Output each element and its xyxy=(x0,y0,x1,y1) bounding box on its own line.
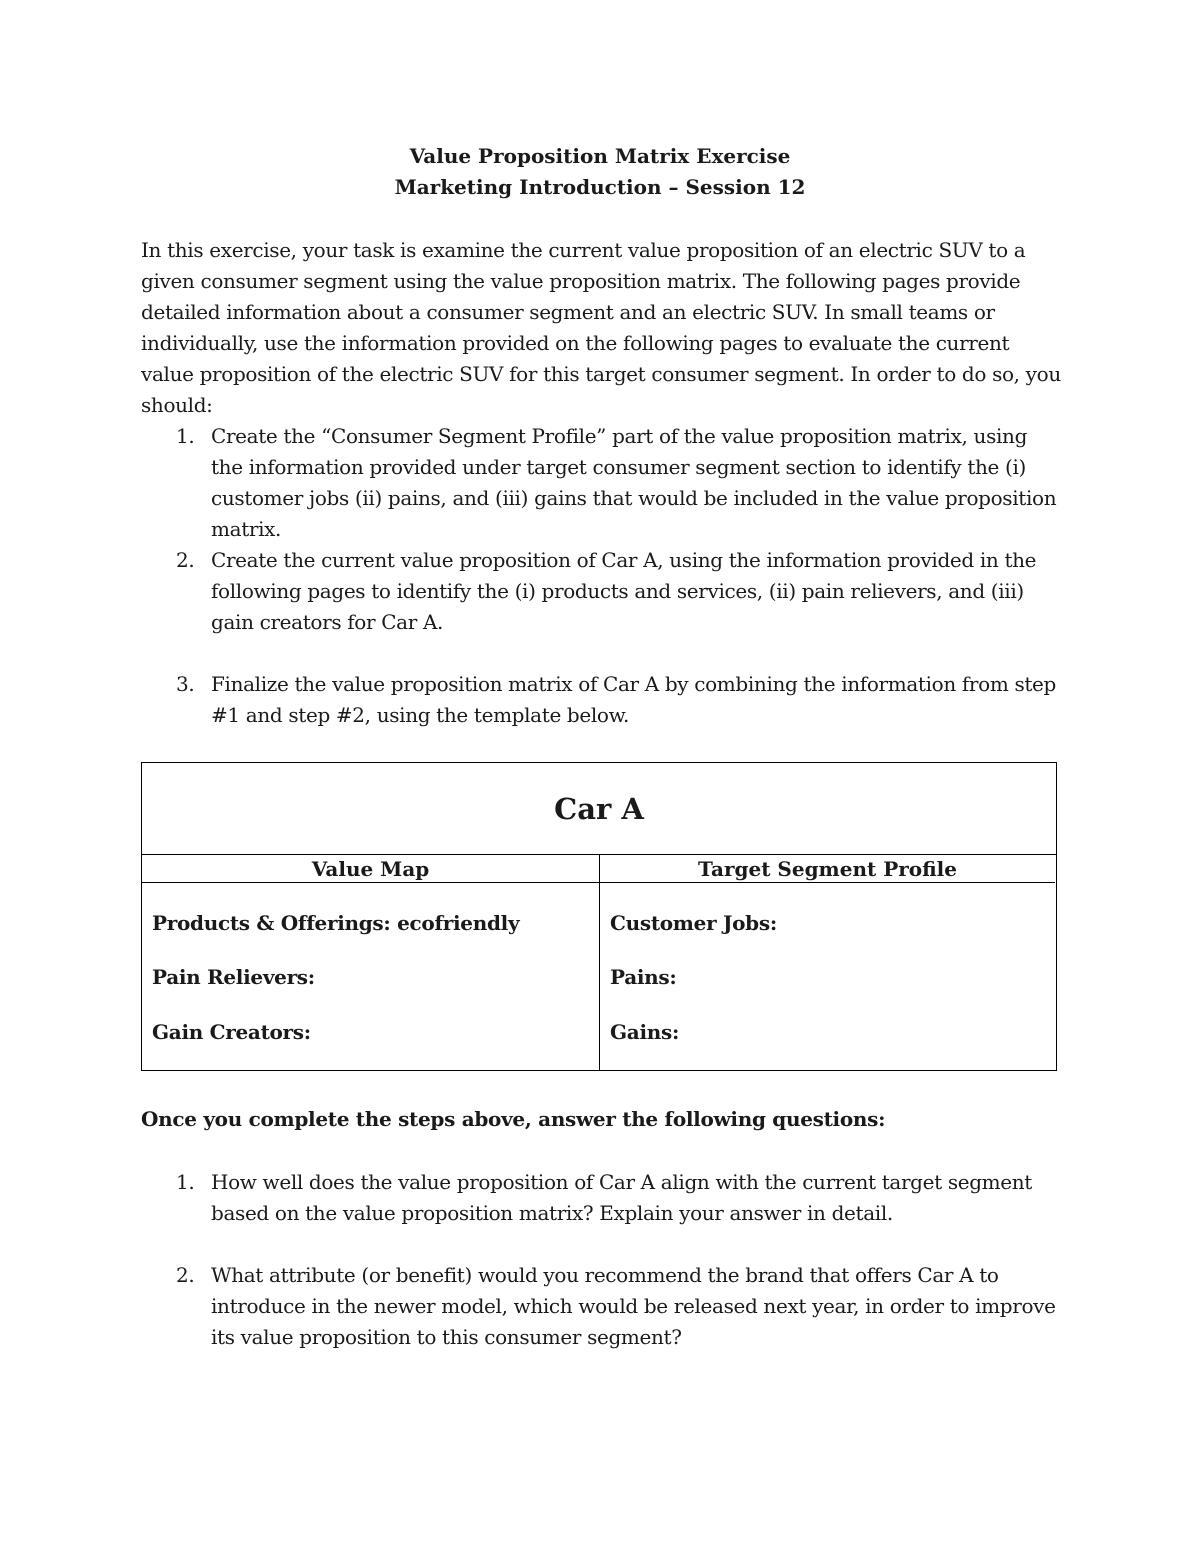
question-text: How well does the value proposition of Car A align with the current target segment based on the value proposition matrix? Explain your answer in detail. xyxy=(211,1170,1032,1225)
step-number: 3. xyxy=(176,672,195,696)
document-subtitle: Marketing Introduction – Session 12 xyxy=(394,175,806,199)
target-segment-profile-column xyxy=(600,883,1055,1070)
step-text: Create the “Consumer Segment Profile” part of the value proposition matrix, using the information provided under target consumer segment section to identify the (i) customer jobs (ii) pains, and (iii) gains that would be included in the value proposition matrix. xyxy=(211,424,1057,541)
value-proposition-matrix xyxy=(141,762,1057,1071)
target-segment-profile-header: Target Segment Profile xyxy=(600,855,1055,883)
step-number: 1. xyxy=(176,424,195,448)
products-offerings-label: Products & Offerings: ecofriendly xyxy=(152,911,520,935)
question-number: 1. xyxy=(176,1170,195,1194)
pain-relievers-label: Pain Relievers: xyxy=(152,965,315,989)
value-map-header: Value Map xyxy=(142,855,600,883)
step-number: 2. xyxy=(176,548,195,572)
gains-label: Gains: xyxy=(610,1020,680,1044)
question-number: 2. xyxy=(176,1263,195,1287)
value-map-column xyxy=(142,883,600,1070)
pains-label: Pains: xyxy=(610,965,677,989)
document-title: Value Proposition Matrix Exercise xyxy=(409,144,791,168)
questions-heading: Once you complete the steps above, answer the following questions: xyxy=(141,1107,886,1131)
step-text: Create the current value proposition of Car A, using the information provided in the following pages to identify the (i) products and services, (ii) pain relievers, and (iii) gain creators for Car A. xyxy=(211,548,1037,634)
customer-jobs-label: Customer Jobs: xyxy=(610,911,777,935)
step-text: Finalize the value proposition matrix of Car A by combining the information from step #1 and step #2, using the template below. xyxy=(211,672,1056,727)
question-text: What attribute (or benefit) would you recommend the brand that offers Car A to introduce in the newer model, which would be released next year, in order to improve its value proposition to this consumer segment? xyxy=(211,1263,1056,1349)
gain-creators-label: Gain Creators: xyxy=(152,1020,311,1044)
intro-paragraph: In this exercise, your task is examine the current value proposition of an electric SUV to a given consumer segment using the value proposition matrix. The following pages provide detailed information about a consumer segment and an electric SUV. In small teams or individually, use the information provided on the following pages to evaluate the current value proposition of the electric SUV for this target consumer segment. In order to do so, you should: xyxy=(141,238,1061,417)
matrix-title: Car A xyxy=(142,763,1056,855)
